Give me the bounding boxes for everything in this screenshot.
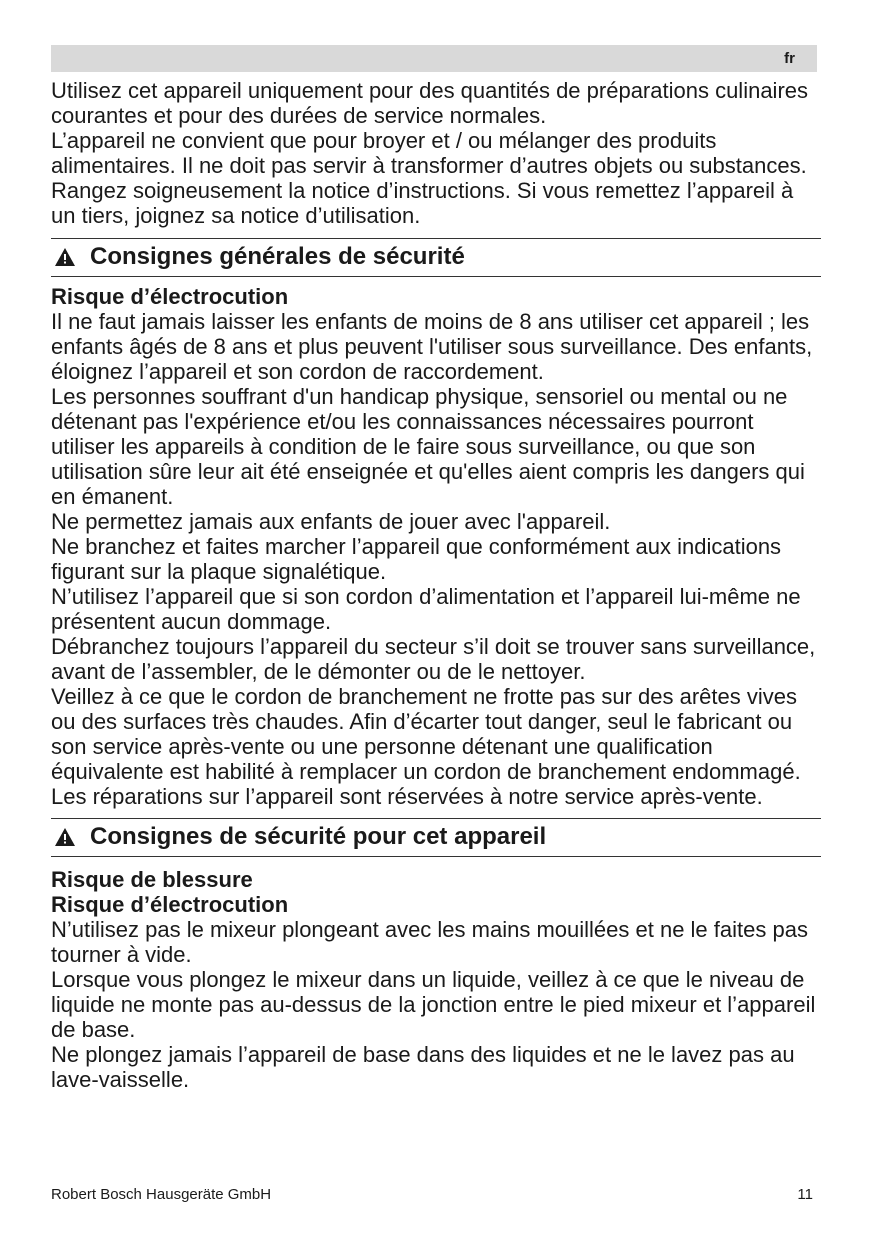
page-number: 11 [797, 1186, 813, 1203]
section-heading-text: Consignes générales de sécurité [90, 243, 465, 270]
section-heading-text: Consignes de sécurité pour cet appareil [90, 823, 547, 850]
safety-paragraph: N’utilisez l’appareil que si son cordon d’alimentation et l’appareil lui-même ne présentent aucun dommage. [51, 584, 801, 634]
footer-company: Robert Bosch Hausgeräte GmbH [51, 1186, 272, 1203]
warning-icon [54, 247, 76, 267]
subheading-injury: Risque de blessure [51, 867, 253, 892]
warning-icon [54, 827, 76, 847]
safety-paragraph: Ne plongez jamais l’appareil de base dans des liquides et ne le lavez pas au lave-vaisselle. [51, 1042, 795, 1092]
safety-paragraph: Ne permettez jamais aux enfants de jouer avec l'appareil. [51, 509, 611, 534]
safety-paragraph: Débranchez toujours l’appareil du secteur s’il doit se trouver sans surveillance, avant de l’assembler, de le démonter ou de le nettoyer. [51, 634, 816, 684]
section-divider [51, 856, 821, 857]
section-heading-appliance-safety [51, 823, 821, 851]
section-heading-general-safety [51, 243, 821, 271]
section-divider [51, 276, 821, 277]
intro-paragraph: Utilisez cet appareil uniquement pour des quantités de préparations culinaires courantes et pour des durées de service normales. [51, 78, 809, 128]
safety-paragraph: Lorsque vous plongez le mixeur dans un liquide, veillez à ce que le niveau de liquide ne monte pas au-dessus de la jonction entre le pied mixeur et l’appareil de base. [51, 967, 816, 1042]
subheading-electrocution: Risque d’électrocution [51, 284, 289, 309]
safety-paragraph: N’utilisez pas le mixeur plongeant avec les mains mouillées et ne le faites pas tourner à vide. [51, 917, 808, 967]
section-divider [51, 818, 821, 819]
intro-paragraph: L’appareil ne convient que pour broyer et / ou mélanger des produits alimentaires. Il ne doit pas servir à transformer d’autres objets ou substances. [51, 128, 807, 178]
safety-paragraph: Il ne faut jamais laisser les enfants de moins de 8 ans utiliser cet appareil ; les enfants âgés de 8 ans et plus peuvent l'utiliser sous surveillance. Des enfants, éloignez l’appareil et son cordon de raccordement. [51, 309, 813, 384]
safety-paragraph: Ne branchez et faites marcher l’appareil que conformément aux indications figurant sur la plaque signalétique. [51, 534, 782, 584]
section-divider [51, 238, 821, 239]
safety-paragraph: Veillez à ce que le cordon de branchement ne frotte pas sur des arêtes vives ou des surfaces très chaudes. Afin d’écarter tout danger, seul le fabricant ou son service après-vente ou une personne détenant une qualification équivalente est habilité à remplacer un cordon de branchement endommagé. [51, 684, 801, 784]
safety-paragraph: Les personnes souffrant d'un handicap physique, sensoriel ou mental ou ne détenant pas l'expérience et/ou les connaissances nécessaires pourront utiliser les appareils à condition de le faire sous surveillance, ou que son utilisation sûre leur ait été enseignée et qu'elles aient compris les dangers qui en émanent. [51, 384, 805, 509]
language-bar [51, 45, 817, 72]
safety-paragraph: Les réparations sur l’appareil sont réservées à notre service après-vente. [51, 784, 763, 809]
language-code: fr [784, 50, 795, 67]
page-content [51, 78, 821, 1092]
intro-paragraph: Rangez soigneusement la notice d’instructions. Si vous remettez l’appareil à un tiers, joignez sa notice d’utilisation. [51, 178, 794, 228]
subheading-electrocution: Risque d’électrocution [51, 892, 289, 917]
